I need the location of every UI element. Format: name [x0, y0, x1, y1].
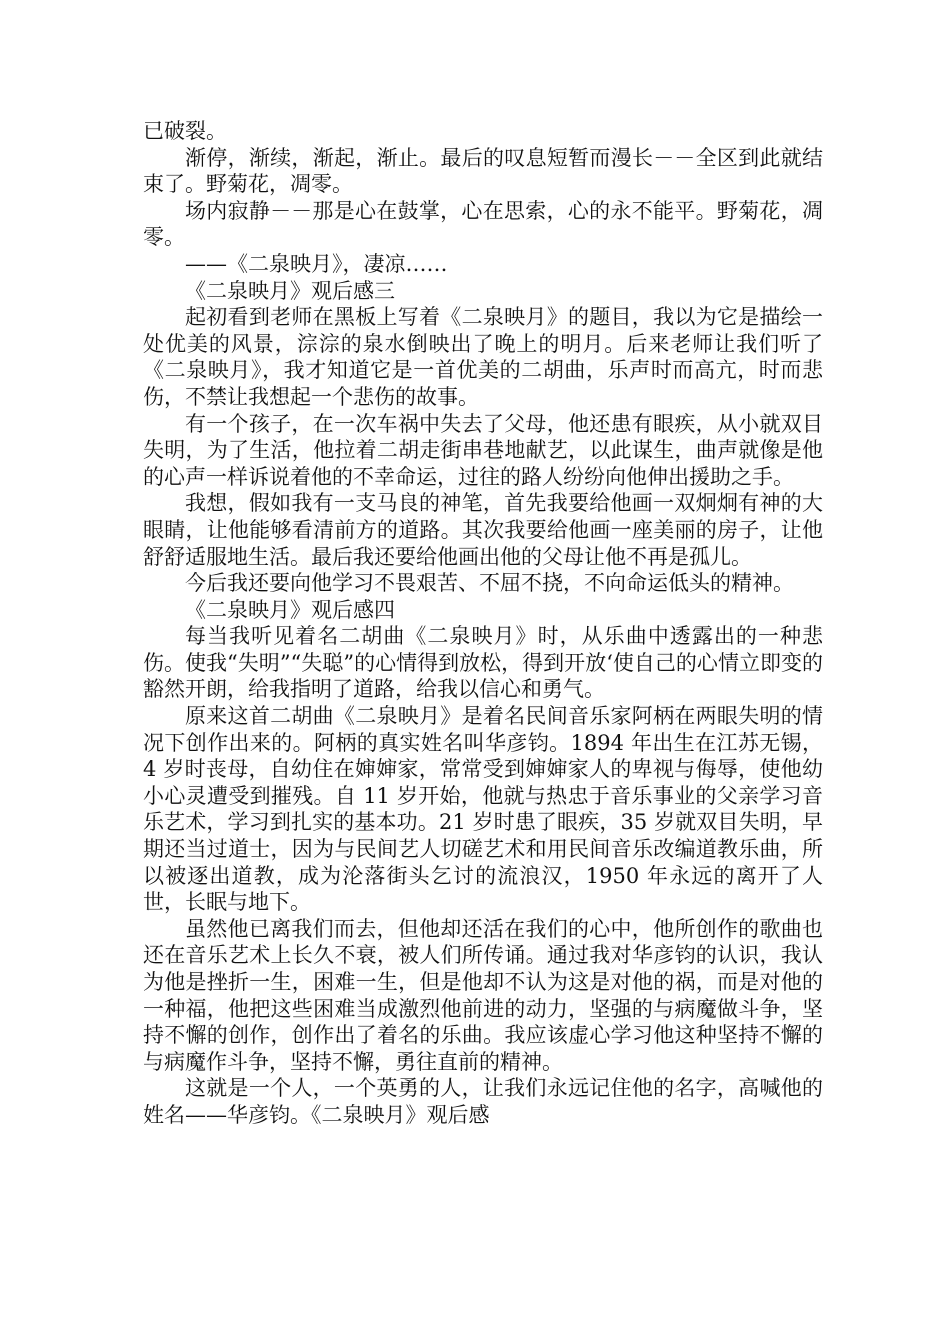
paragraph-signoff: ——《二泉映月》，凄凉……	[185, 251, 448, 276]
paragraph: 我想，假如我有一支马良的神笔，首先我要给他画一双炯炯有神的大眼睛，让他能够看清前方的道路。其次我要给他画一座美丽的房子，让他舒舒适服地生活。最后我还要给他画出他的父母让他不再是孤儿。	[143, 491, 823, 569]
paragraph: 每当我听见着名二胡曲《二泉映月》时，从乐曲中透露出的一种悲伤。使我“失明”“失聪”的心情得到放松，得到开放‘使自己的心情立即变的豁然开朗，给我指明了道路，给我以信心和勇气。	[143, 624, 823, 702]
paragraph: 原来这首二胡曲《二泉映月》是着名民间音乐家阿柄在两眼失明的情况下创作出来的。阿柄的真实姓名叫华彦钧。1894 年出生在江苏无锡，4 岁时丧母，自幼住在婶婶家，常常受到婶婶家人的卑视与侮辱，使他幼小心灵遭受到摧残。自 11 岁开始，他就与热忠于音乐事业的父亲学习音乐艺术，学习到扎实的基本功。21 岁时患了眼疾，35 岁就双目失明，早期还当过道士，因为与民间艺人切磋艺术和用民间音乐改编道教乐曲，所以被逐出道教，成为沦落街头乞讨的流浪汉，1950 年永远的离开了人世，长眠与地下。	[143, 704, 823, 915]
paragraph: 有一个孩子，在一次车祸中失去了父母，他还患有眼疾，从小就双目失明，为了生活，他拉着二胡走街串巷地献艺，以此谋生，曲声就像是他的心声一样诉说着他的不幸命运，过往的路人纷纷向他伸出援助之手。	[143, 411, 823, 489]
document-page	[143, 118, 823, 1129]
paragraph: 渐停，渐续，渐起，渐止。最后的叹息短暂而漫长－－全区到此就结束了。野菊花，凋零。	[143, 145, 823, 197]
paragraph: 今后我还要向他学习不畏艰苦、不屈不挠，不向命运低头的精神。	[185, 571, 794, 596]
paragraph: 虽然他已离我们而去，但他却还活在我们的心中，他所创作的歌曲也还在音乐艺术上长久不衰，被人们所传诵。通过我对华彦钧的认识，我认为他是挫折一生，困难一生，但是他却不认为这是对他的祸，而是对他的一种福，他把这些困难当成激烈他前进的动力，坚强的与病魔做斗争，坚持不懈的创作，创作出了着名的乐曲。我应该虚心学习他这种坚持不懈的与病魔作斗争，坚持不懈，勇往直前的精神。	[143, 916, 823, 1074]
paragraph: 这就是一个人，一个英勇的人，让我们永远记住他的名字，高喊他的姓名——华彦钧。《二泉映月》观后感	[143, 1076, 823, 1127]
paragraph-continuation: 已破裂。	[143, 119, 227, 143]
section-heading-four: 《二泉映月》观后感四	[185, 597, 395, 622]
paragraph: 场内寂静－－那是心在鼓掌，心在思索，心的永不能平。野菊花，凋零。	[143, 198, 823, 250]
paragraph: 起初看到老师在黑板上写着《二泉映月》的题目，我以为它是描绘一处优美的风景，淙淙的泉水倒映出了晚上的明月。后来老师让我们听了《二泉映月》，我才知道它是一首优美的二胡曲，乐声时而高亢，时而悲伤，不禁让我想起一个悲伤的故事。	[143, 305, 823, 409]
section-heading-three: 《二泉映月》观后感三	[185, 278, 395, 303]
